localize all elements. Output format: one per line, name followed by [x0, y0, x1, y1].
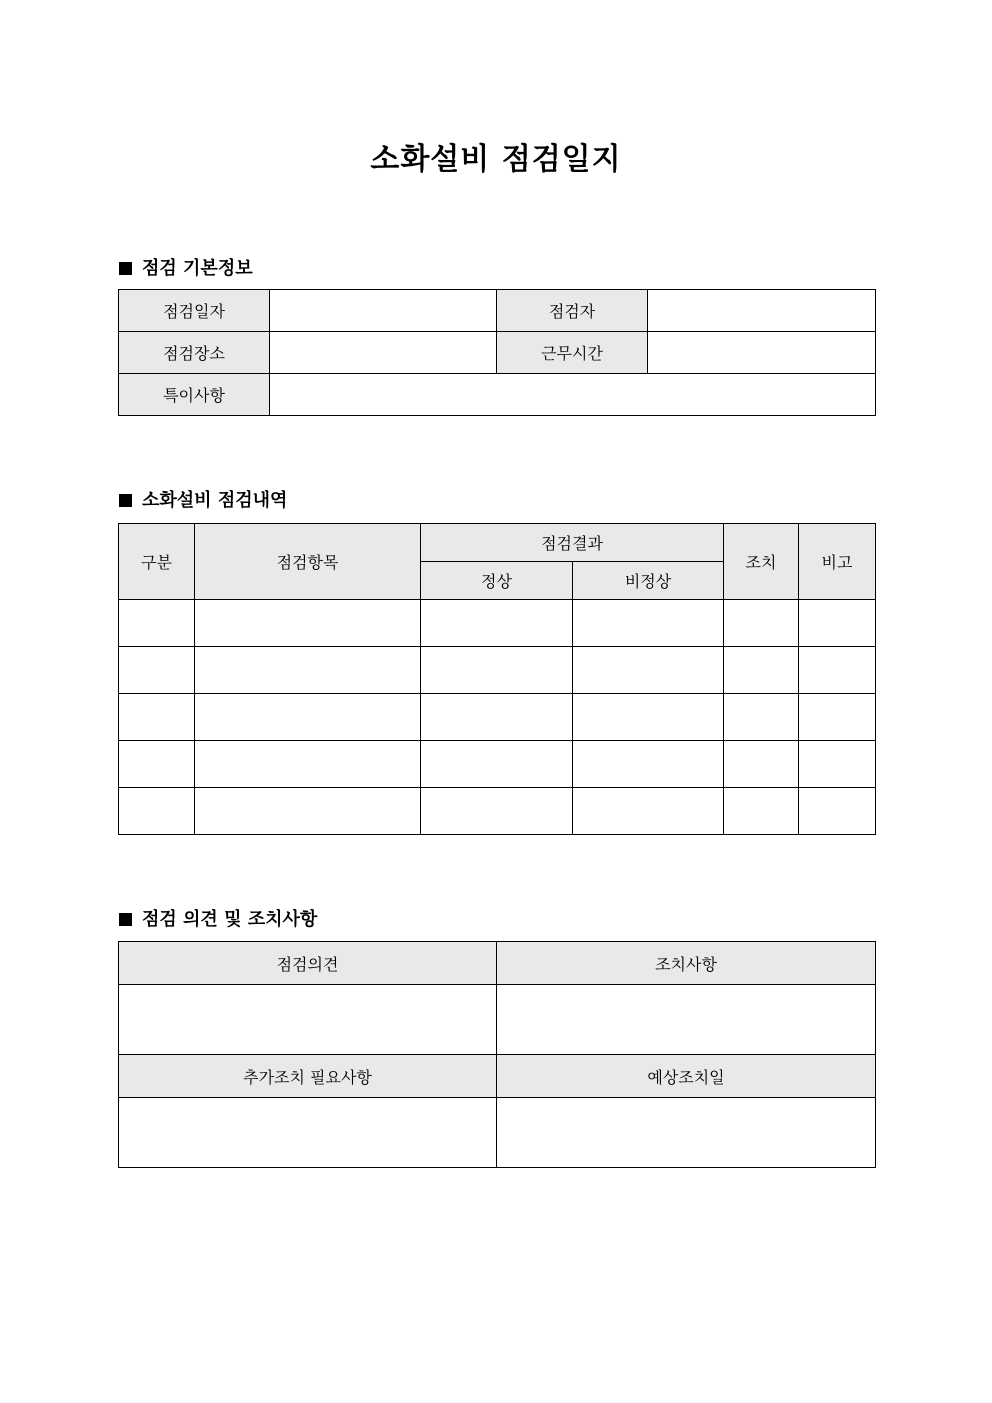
table-row — [119, 332, 876, 374]
category-cell[interactable] — [119, 694, 195, 741]
section-heading-text: 점검 의견 및 조치사항 — [142, 909, 318, 930]
result-header: 점검결과 — [421, 524, 724, 562]
table-row — [119, 985, 876, 1055]
section-heading-text: 점검 기본정보 — [142, 258, 253, 279]
location-label: 점검장소 — [119, 332, 270, 374]
table-row — [119, 1098, 876, 1168]
inspector-label: 점검자 — [497, 290, 648, 332]
category-header: 구분 — [119, 524, 195, 600]
basic-info-table — [118, 289, 876, 416]
item-cell[interactable] — [195, 647, 421, 694]
section-heading-opinion — [119, 905, 317, 931]
normal-cell[interactable] — [421, 600, 573, 647]
item-cell[interactable] — [195, 741, 421, 788]
action-cell[interactable] — [724, 741, 799, 788]
work-hours-field[interactable] — [648, 332, 876, 374]
expected-date-field[interactable] — [497, 1098, 876, 1168]
page-title: 소화설비 점검일지 — [370, 142, 622, 177]
inspector-field[interactable] — [648, 290, 876, 332]
additional-actions-field[interactable] — [119, 1098, 497, 1168]
table-row — [119, 741, 876, 788]
inspection-items-table — [118, 523, 876, 835]
item-cell[interactable] — [195, 788, 421, 835]
opinion-label: 점검의견 — [119, 942, 497, 985]
location-field[interactable] — [270, 332, 497, 374]
table-row — [119, 290, 876, 332]
date-field[interactable] — [270, 290, 497, 332]
normal-cell[interactable] — [421, 694, 573, 741]
category-cell[interactable] — [119, 647, 195, 694]
remarks-field[interactable] — [270, 374, 876, 416]
item-cell[interactable] — [195, 600, 421, 647]
note-cell[interactable] — [799, 741, 876, 788]
remarks-label: 특이사항 — [119, 374, 270, 416]
category-cell[interactable] — [119, 788, 195, 835]
normal-cell[interactable] — [421, 788, 573, 835]
action-cell[interactable] — [724, 600, 799, 647]
action-header: 조치 — [724, 524, 799, 600]
action-cell[interactable] — [724, 788, 799, 835]
section-heading-basic-info — [119, 254, 253, 280]
abnormal-cell[interactable] — [573, 788, 724, 835]
item-header: 점검항목 — [195, 524, 421, 600]
normal-cell[interactable] — [421, 741, 573, 788]
abnormal-cell[interactable] — [573, 647, 724, 694]
abnormal-header: 비정상 — [573, 562, 724, 600]
abnormal-cell[interactable] — [573, 600, 724, 647]
expected-date-label: 예상조치일 — [497, 1055, 876, 1098]
abnormal-cell[interactable] — [573, 694, 724, 741]
table-header-row — [119, 942, 876, 985]
normal-header: 정상 — [421, 562, 573, 600]
category-cell[interactable] — [119, 600, 195, 647]
category-cell[interactable] — [119, 741, 195, 788]
item-cell[interactable] — [195, 694, 421, 741]
table-header-row — [119, 1055, 876, 1098]
actions-label: 조치사항 — [497, 942, 876, 985]
action-cell[interactable] — [724, 647, 799, 694]
square-bullet-icon — [119, 262, 132, 275]
normal-cell[interactable] — [421, 647, 573, 694]
actions-field[interactable] — [497, 985, 876, 1055]
work-hours-label: 근무시간 — [497, 332, 648, 374]
note-header: 비고 — [799, 524, 876, 600]
opinion-field[interactable] — [119, 985, 497, 1055]
table-header-row — [119, 524, 876, 562]
table-row — [119, 600, 876, 647]
action-cell[interactable] — [724, 694, 799, 741]
additional-actions-label: 추가조치 필요사항 — [119, 1055, 497, 1098]
note-cell[interactable] — [799, 647, 876, 694]
square-bullet-icon — [119, 494, 132, 507]
note-cell[interactable] — [799, 600, 876, 647]
table-row — [119, 788, 876, 835]
table-row — [119, 647, 876, 694]
date-label: 점검일자 — [119, 290, 270, 332]
square-bullet-icon — [119, 913, 132, 926]
section-heading-text: 소화설비 점검내역 — [142, 490, 288, 511]
abnormal-cell[interactable] — [573, 741, 724, 788]
note-cell[interactable] — [799, 694, 876, 741]
table-row — [119, 694, 876, 741]
section-heading-inspection — [119, 486, 287, 512]
opinion-table — [118, 941, 876, 1168]
table-row — [119, 374, 876, 416]
note-cell[interactable] — [799, 788, 876, 835]
